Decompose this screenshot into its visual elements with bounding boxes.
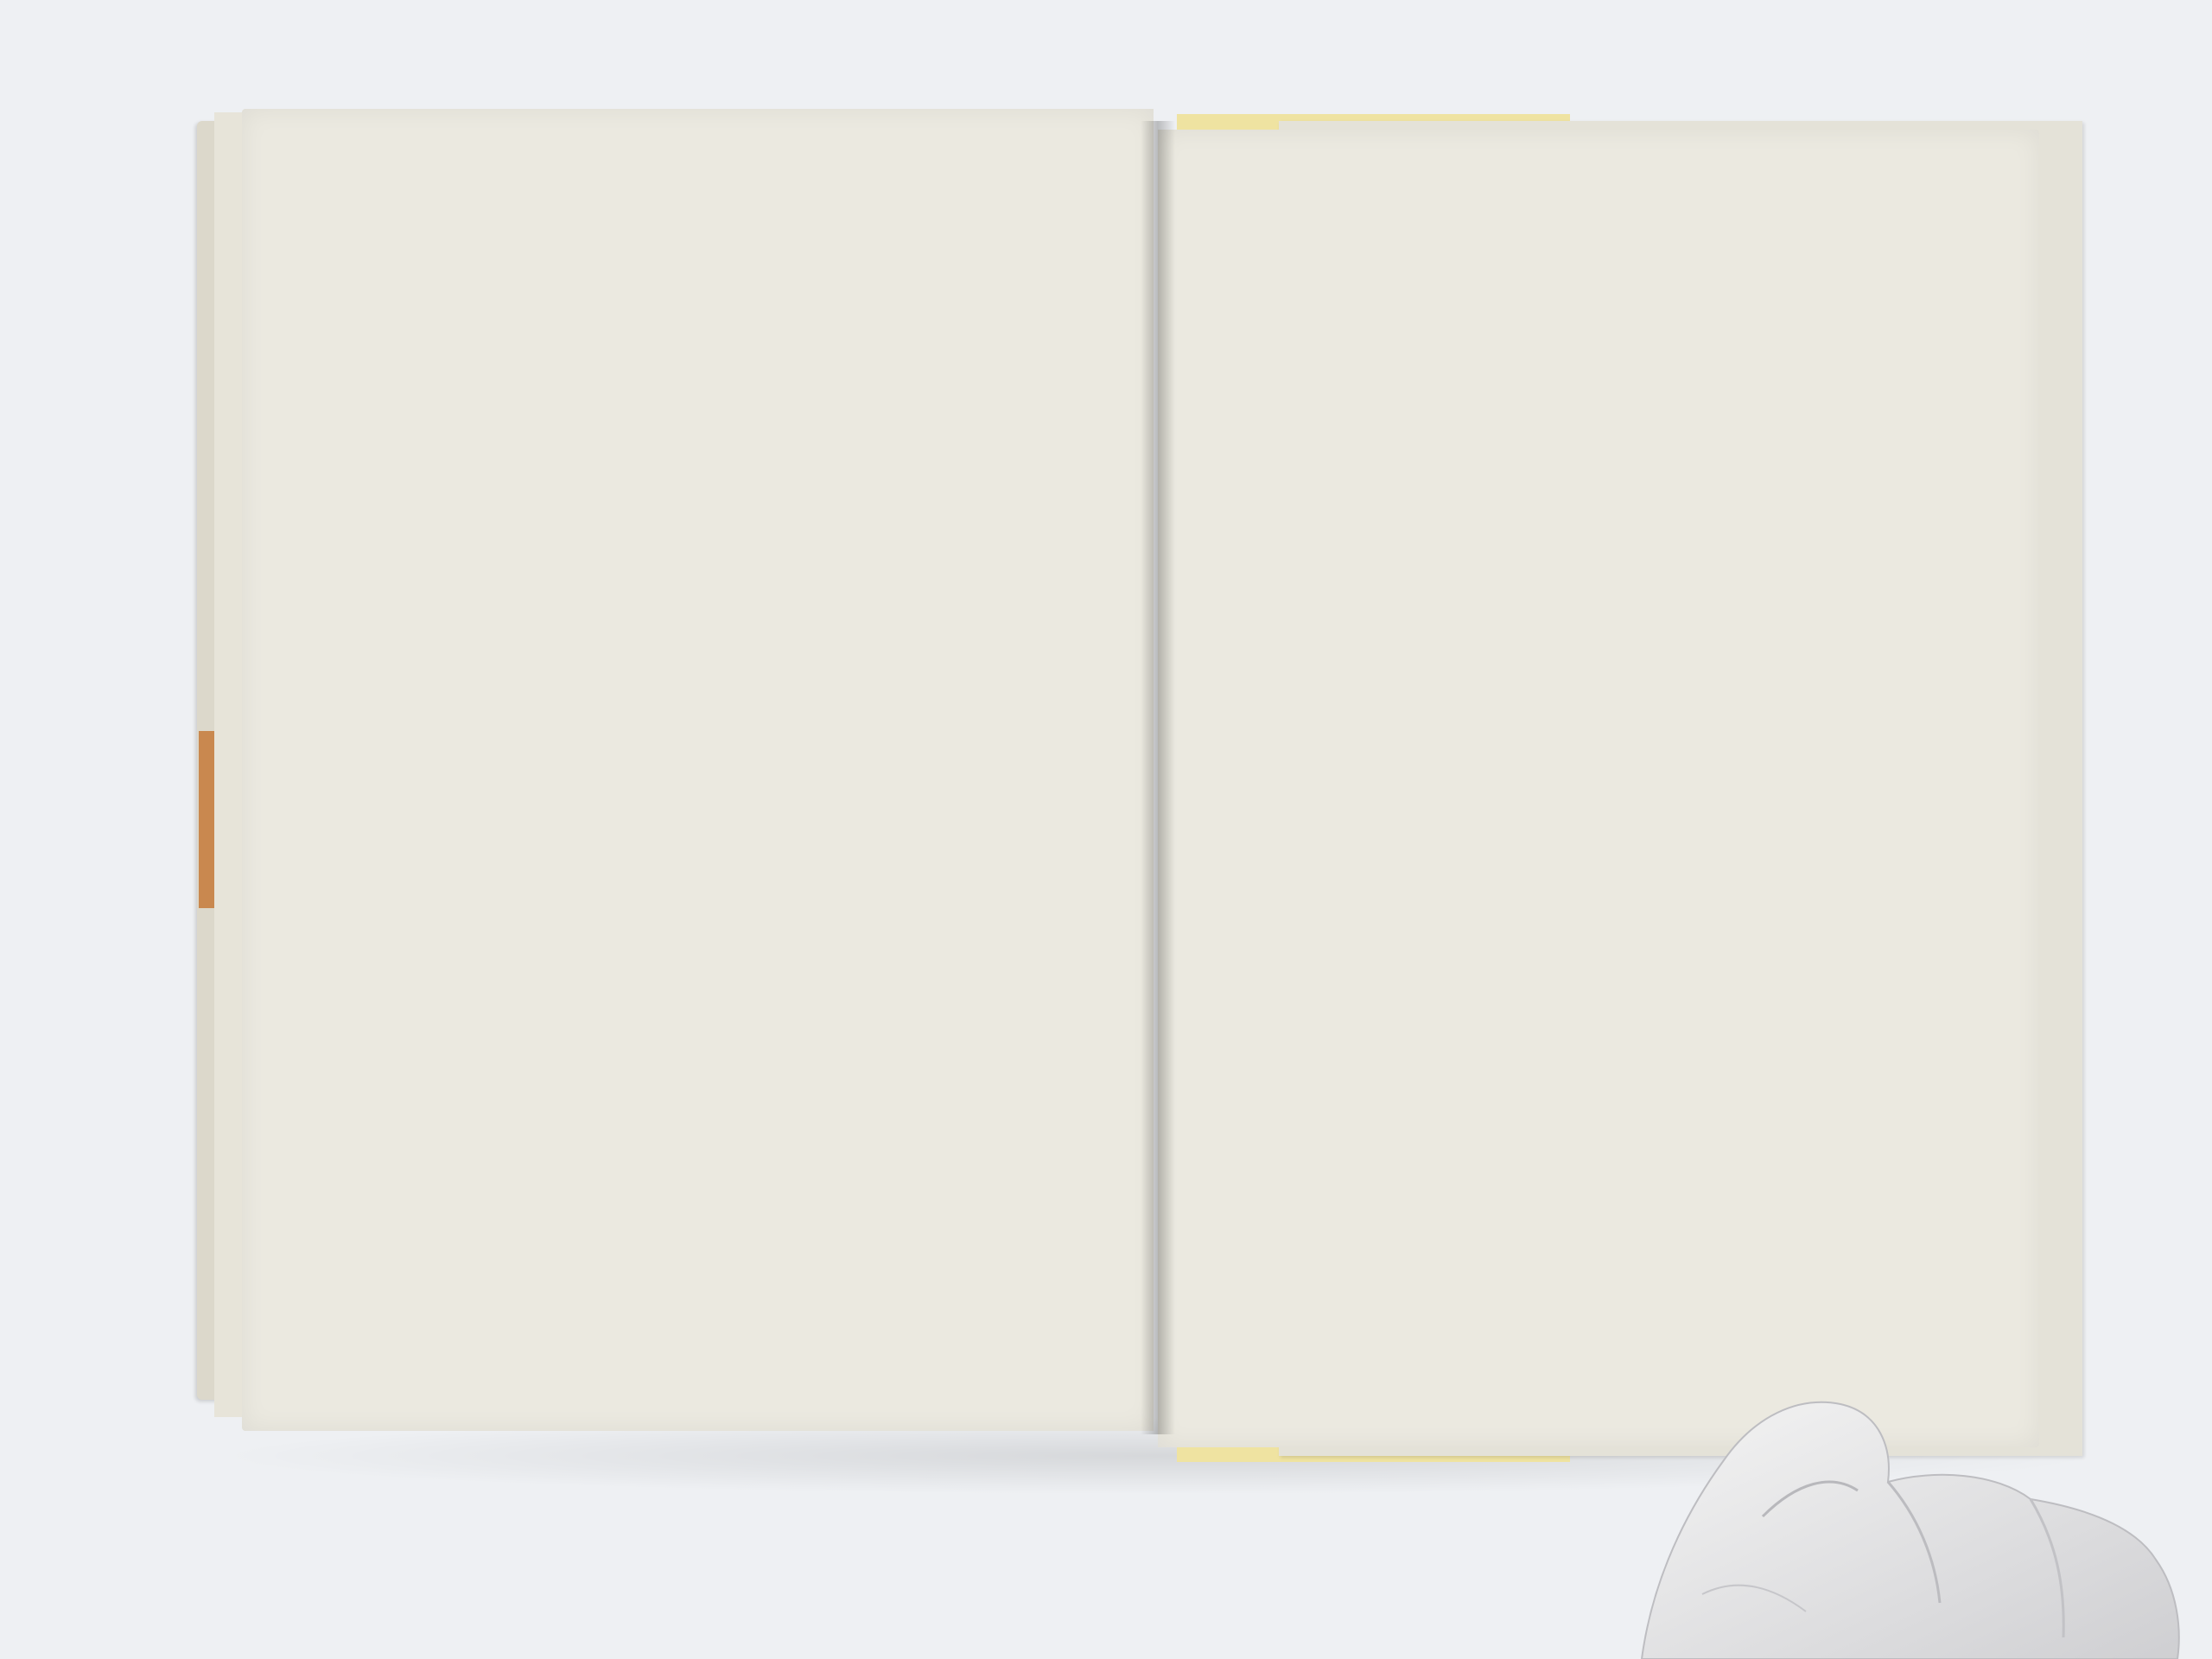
page-edges-left bbox=[214, 112, 245, 1417]
white-glove-hand bbox=[1547, 1378, 2212, 1659]
right-page bbox=[1158, 130, 2039, 1447]
book-gutter bbox=[1141, 121, 1175, 1434]
left-page bbox=[242, 109, 1154, 1431]
